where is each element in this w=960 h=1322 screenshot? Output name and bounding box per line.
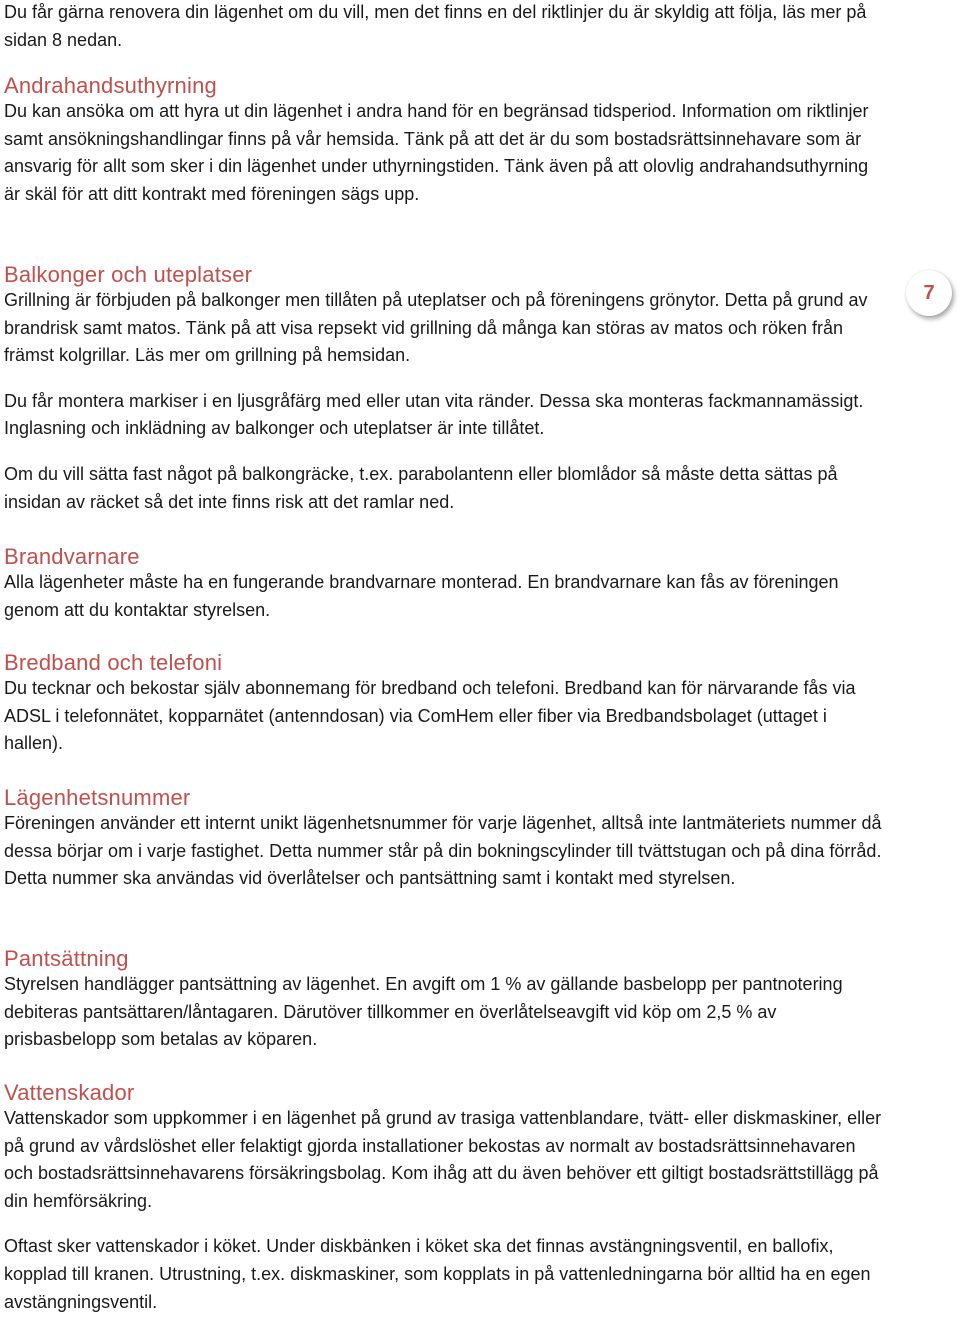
section-heading: Brandvarnare xyxy=(4,544,140,569)
intro-paragraph: Du får gärna renovera din lägenhet om du vill, men det finns en del riktlinjer du är skyldig att följa, läs mer på sidan 8 nedan. xyxy=(4,2,867,50)
section-andrahandsuthyrning xyxy=(4,71,884,208)
page-number: 7 xyxy=(923,281,935,304)
section-paragraph: Styrelsen handlägger pantsättning av lägenhet. En avgift om 1 % av gällande basbelopp per pantnotering debiteras pantsättaren/låntagaren. Därutöver tillkommer en överlåtelseavgift vid köp om 2,5 % av prisbasbelopp som betalas av köparen. xyxy=(4,974,843,1050)
section-brandvarnare xyxy=(4,542,884,624)
section-heading: Bredband och telefoni xyxy=(4,650,223,675)
section-paragraph: Du kan ansöka om att hyra ut din lägenhet i andra hand för en begränsad tidsperiod. Information om riktlinjer samt ansökningshandlingar finns på vår hemsida. Tänk på att det är du som bostadsrättsinnehavare som är ansvarig för allt som sker i din lägenhet under uthyrningstiden. Tänk även på att olovlig andrahandsuthyrning är skäl för att ditt kontrakt med föreningen sägs upp. xyxy=(4,101,869,204)
section-paragraph: Grillning är förbjuden på balkonger men tillåten på uteplatser och på föreningens grönytor. Detta på grund av brandrisk samt matos. Tänk på att visa repsekt vid grillning då många kan störas av matos och röken från främst kolgrillar. Läs mer om grillning på hemsidan. xyxy=(4,290,868,366)
section-paragraph: Oftast sker vattenskador i köket. Under diskbänken i köket ska det finnas avstängningsventil, en ballofix, kopplad till kranen. Utrustning, t.ex. diskmaskiner, som kopplats in på vattenledningarna bör alltid ha en egen avstängningsventil. xyxy=(4,1236,871,1312)
section-heading: Pantsättning xyxy=(4,946,129,971)
section-paragraph: Vattenskador som uppkommer i en lägenhet på grund av trasiga vattenblandare, tvätt- eller diskmaskiner, eller på grund av vårdslöshet eller felaktigt gjorda installationer bekostas av normalt av bostadsrättsinnehavaren och bostadsrättsinnehavarens försäkringsbolag. Kom ihåg att du även behöver ett giltigt bostadsrättstillägg på din hemförsäkring. xyxy=(4,1108,882,1211)
section-heading: Andrahandsuthyrning xyxy=(4,73,217,98)
section-paragraph: Om du vill sätta fast något på balkongräcke, t.ex. parabolantenn eller blomlådor så måste detta sättas på insidan av räcket så det inte finns risk att det ramlar ned. xyxy=(4,463,838,512)
section-paragraph: Föreningen använder ett internt unikt lägenhetsnummer för varje lägenhet, alltså inte lantmäteriets nummer då dessa börjar om i varje fastighet. Detta nummer står på din bokningscylinder till tvättstugan och på dina förråd. Detta nummer ska användas vid överlåtelser och pantsättning samt i kontakt med styrelsen. xyxy=(4,813,882,889)
section-heading: Lägenhetsnummer xyxy=(4,785,191,810)
section-paragraph: Alla lägenheter måste ha en fungerande brandvarnare monterad. En brandvarnare kan fås av föreningen genom att du kontaktar styrelsen. xyxy=(4,572,839,620)
section-bredband xyxy=(4,648,884,758)
section-paragraph: Du får montera markiser i en ljusgråfärg med eller utan vita ränder. Dessa ska monteras fackmannamässigt. Inglasning och inklädning av balkonger och uteplatser är inte tillåtet. xyxy=(4,390,864,439)
section-lagenhetsnummer xyxy=(4,783,884,893)
page-number-badge xyxy=(906,270,952,316)
section-pantsattning xyxy=(4,944,884,1054)
section-heading: Balkonger och uteplatser xyxy=(4,262,253,287)
section-paragraph: Du tecknar och bekostar själv abonnemang för bredband och telefoni. Bredband kan för närvarande fås via ADSL i telefonnätet, kopparnätet (antenndosan) via ComHem eller fiber via Bredbandsbolaget (uttaget i hallen). xyxy=(4,678,856,754)
section-vattenskador xyxy=(4,1078,884,1316)
section-balkonger xyxy=(4,260,884,516)
section-heading: Vattenskador xyxy=(4,1080,135,1105)
